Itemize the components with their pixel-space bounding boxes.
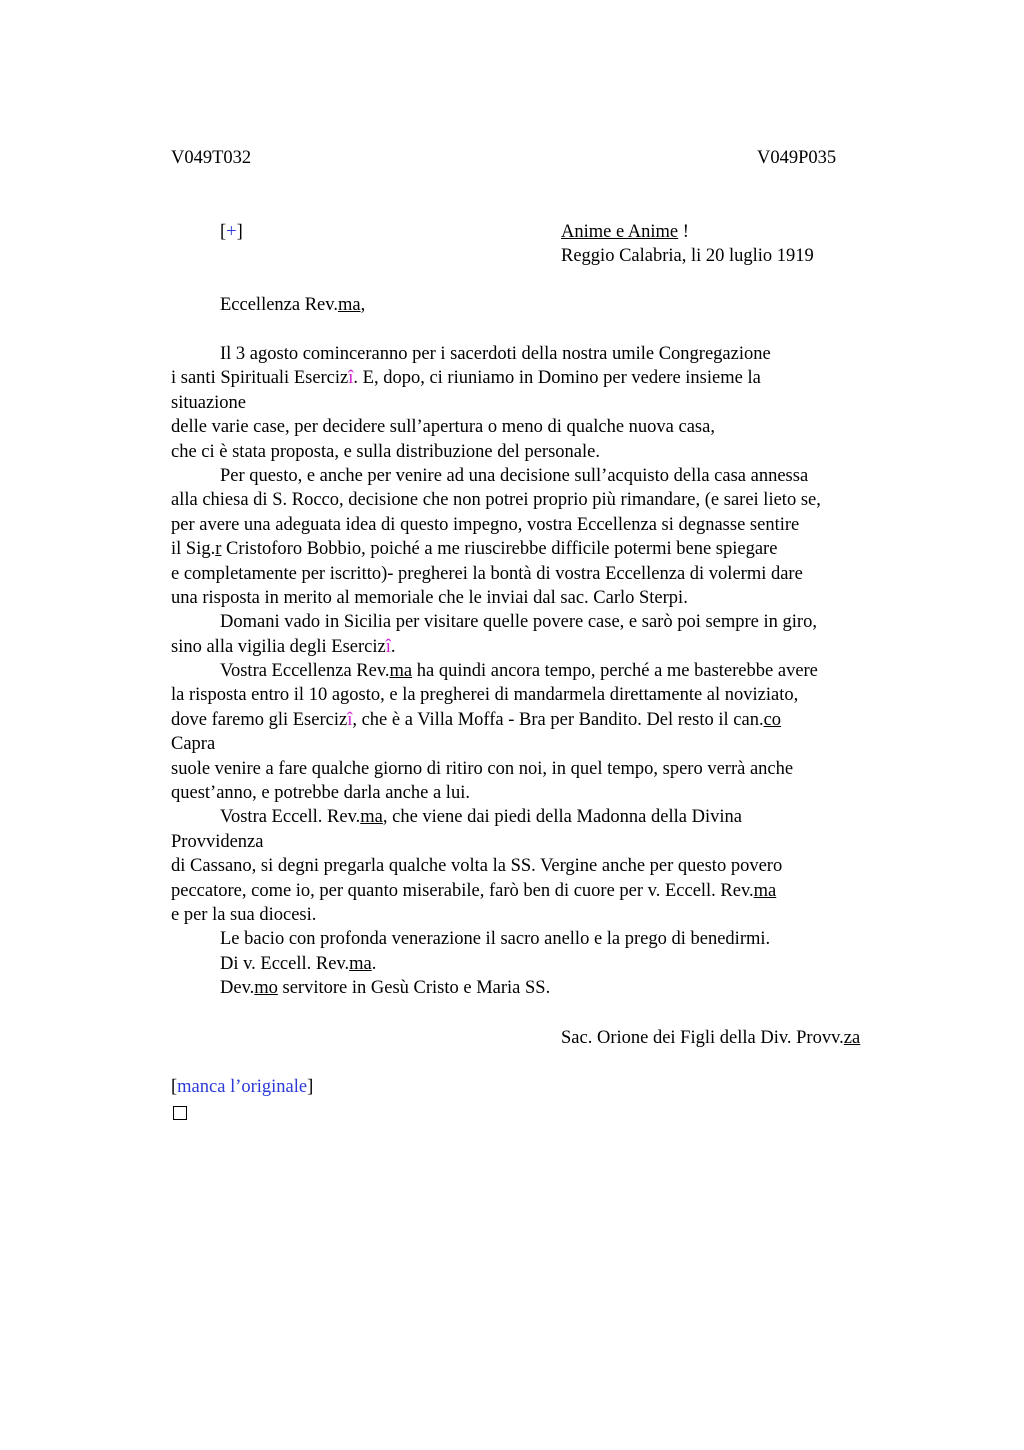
body-line: Dev.mo servitore in Gesù Cristo e Maria SS. [220, 978, 551, 999]
body-line: quest’anno, e potrebbe darla anche a lui. [171, 783, 470, 804]
missing-original-note: [manca l’originale] [171, 1077, 314, 1097]
body-line: i santi Spirituali Esercizî. E, dopo, ci riuniamo in Domino per vedere insieme la [171, 368, 761, 389]
body-line: alla chiesa di S. Rocco, decisione che non potrei proprio più rimandare, (e sarei lieto se, [171, 490, 821, 511]
body-line: suole venire a fare qualche giorno di ritiro con noi, in quel tempo, spero verrà anche [171, 758, 794, 779]
body-line: e per la sua diocesi. [171, 904, 317, 925]
body-line: Il 3 agosto cominceranno per i sacerdoti della nostra umile Congregazione [220, 344, 771, 364]
body-line: dove faremo gli Esercizî, che è a Villa Moffa - Bra per Bandito. Del resto il can.co [171, 709, 782, 730]
salutation: Eccellenza Rev.ma, [220, 295, 366, 315]
body-line: situazione [171, 392, 247, 413]
body-line: Domani vado in Sicilia per visitare quelle povere case, e sarò poi sempre in giro, [220, 612, 817, 633]
body-line: Per questo, e anche per venire ad una decisione sull’acquisto della casa annessa [220, 465, 809, 486]
header-left-code: V049T032 [171, 148, 252, 168]
motto: Anime e Anime ! [561, 222, 689, 242]
body-line: per avere una adeguata idea di questo impegno, vostra Eccellenza si degnasse sentire [171, 514, 800, 535]
body-line: e completamente per iscritto)- pregherei la bontà di vostra Eccellenza di volermi dare [171, 563, 803, 584]
body-line: Di v. Eccell. Rev.ma. [220, 953, 377, 974]
cross-mark: [+] [220, 222, 243, 242]
letter-body [171, 342, 821, 1001]
empty-box-icon [173, 1103, 187, 1127]
body-line: Vostra Eccellenza Rev.ma ha quindi ancora tempo, perché a me basterebbe avere [220, 661, 818, 682]
body-line: di Cassano, si degni pregarla qualche volta la SS. Vergine anche per questo povero [171, 856, 783, 877]
body-line: Capra [171, 734, 216, 755]
header-right-code: V049P035 [757, 148, 837, 168]
body-line: sino alla vigilia degli Esercizî. [171, 636, 396, 657]
body-line: una risposta in merito al memoriale che le inviai dal sac. Carlo Sterpi. [171, 587, 688, 608]
signature: Sac. Orione dei Figli della Div. Provv.za [561, 1028, 861, 1048]
body-line: Vostra Eccell. Rev.ma, che viene dai piedi della Madonna della Divina [220, 807, 742, 828]
body-line: la risposta entro il 10 agosto, e la pregherei di mandarmela direttamente al noviziato, [171, 685, 799, 706]
body-line: peccatore, come io, per quanto miserabile, farò ben di cuore per v. Eccell. Rev.ma [171, 880, 777, 901]
body-line: che ci è stata proposta, e sulla distribuzione del personale. [171, 441, 600, 462]
body-line: delle varie case, per decidere sull’apertura o meno di qualche nuova casa, [171, 417, 715, 438]
body-line: il Sig.r Cristoforo Bobbio, poiché a me riuscirebbe difficile potermi bene spiegare [171, 539, 778, 560]
body-line: Provvidenza [171, 831, 264, 852]
place-date: Reggio Calabria, li 20 luglio 1919 [561, 246, 814, 266]
body-line: Le bacio con profonda venerazione il sacro anello e la prego di benedirmi. [220, 929, 771, 950]
